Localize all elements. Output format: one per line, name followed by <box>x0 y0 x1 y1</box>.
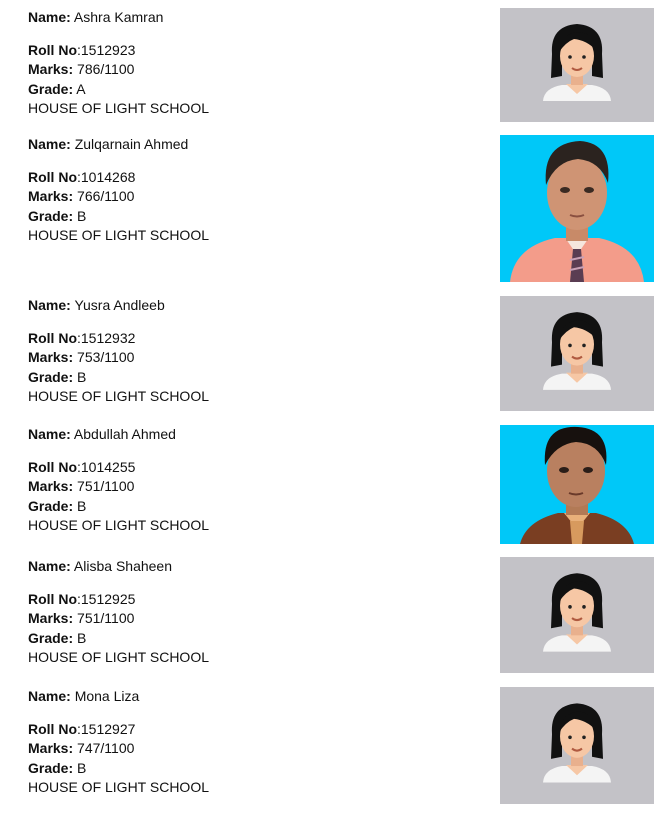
roll-number: :1512927 <box>77 720 136 737</box>
grade-line: Grade: B <box>28 759 87 776</box>
school-name: HOUSE OF LIGHT SCHOOL <box>28 779 209 795</box>
roll-line: Roll No:1014255 <box>28 458 136 475</box>
grade-value: B <box>77 629 87 646</box>
student-info <box>28 557 209 668</box>
grade-line: Grade: B <box>28 207 87 224</box>
student-card <box>0 425 671 545</box>
grade-value: B <box>77 207 87 224</box>
female-avatar-icon <box>500 687 654 804</box>
roll-line: Roll No:1512923 <box>28 41 136 58</box>
marks-value: 766/1100 <box>77 188 135 204</box>
name-line: Name: Yusra Andleeb <box>28 297 165 313</box>
female-avatar-icon <box>500 557 654 673</box>
student-name: Alisba Shaheen <box>73 558 172 574</box>
marks-value: 751/1100 <box>77 610 135 626</box>
marks-line: Marks: 751/1100 <box>28 478 135 494</box>
female-avatar-icon <box>500 296 654 411</box>
roll-line: Roll No:1512925 <box>28 590 136 607</box>
student-card <box>0 8 671 123</box>
name-line: Name: Mona Liza <box>28 688 140 704</box>
student-info <box>28 135 209 246</box>
marks-line: Marks: 753/1100 <box>28 349 135 365</box>
grade-value: B <box>77 759 87 776</box>
roll-line: Roll No:1512927 <box>28 720 136 737</box>
marks-line: Marks: 786/1100 <box>28 61 135 77</box>
student-info <box>28 296 209 407</box>
female-avatar-icon <box>500 8 654 122</box>
marks-line: Marks: 747/1100 <box>28 740 135 756</box>
student-info <box>28 425 209 536</box>
name-line: Name: Abdullah Ahmed <box>28 426 176 442</box>
roll-number: :1512932 <box>77 329 136 346</box>
roll-number: :1014255 <box>77 458 136 475</box>
school-name: HOUSE OF LIGHT SCHOOL <box>28 388 209 404</box>
student-name: Zulqarnain Ahmed <box>74 136 189 152</box>
grade-line: Grade: A <box>28 80 86 97</box>
school-name: HOUSE OF LIGHT SCHOOL <box>28 227 209 243</box>
grade-value: B <box>77 497 87 514</box>
marks-value: 747/1100 <box>77 740 135 756</box>
roll-number: :1512925 <box>77 590 136 607</box>
student-name: Ashra Kamran <box>73 9 164 25</box>
roll-line: Roll No:1512932 <box>28 329 136 346</box>
student-photo-icon <box>500 135 654 282</box>
name-line: Name: Alisba Shaheen <box>28 558 172 574</box>
student-card <box>0 296 671 412</box>
marks-value: 751/1100 <box>77 478 135 494</box>
grade-value: B <box>77 368 87 385</box>
roll-line: Roll No:1014268 <box>28 168 136 185</box>
student-name: Mona Liza <box>74 688 140 704</box>
marks-line: Marks: 766/1100 <box>28 188 135 204</box>
student-card <box>0 687 671 805</box>
name-line: Name: Ashra Kamran <box>28 9 164 25</box>
student-name: Yusra Andleeb <box>74 297 165 313</box>
roll-number: :1512923 <box>77 41 136 58</box>
grade-value: A <box>76 80 86 97</box>
grade-line: Grade: B <box>28 368 87 385</box>
marks-line: Marks: 751/1100 <box>28 610 135 626</box>
student-photo-icon <box>500 425 654 544</box>
name-line: Name: Zulqarnain Ahmed <box>28 136 189 152</box>
school-name: HOUSE OF LIGHT SCHOOL <box>28 100 209 116</box>
marks-value: 786/1100 <box>77 61 135 77</box>
student-card <box>0 135 671 283</box>
roll-number: :1014268 <box>77 168 136 185</box>
student-info <box>28 687 209 798</box>
student-card <box>0 557 671 673</box>
student-name: Abdullah Ahmed <box>73 426 176 442</box>
grade-line: Grade: B <box>28 629 87 646</box>
grade-line: Grade: B <box>28 497 87 514</box>
school-name: HOUSE OF LIGHT SCHOOL <box>28 649 209 665</box>
student-info <box>28 8 209 119</box>
marks-value: 753/1100 <box>77 349 135 365</box>
school-name: HOUSE OF LIGHT SCHOOL <box>28 517 209 533</box>
